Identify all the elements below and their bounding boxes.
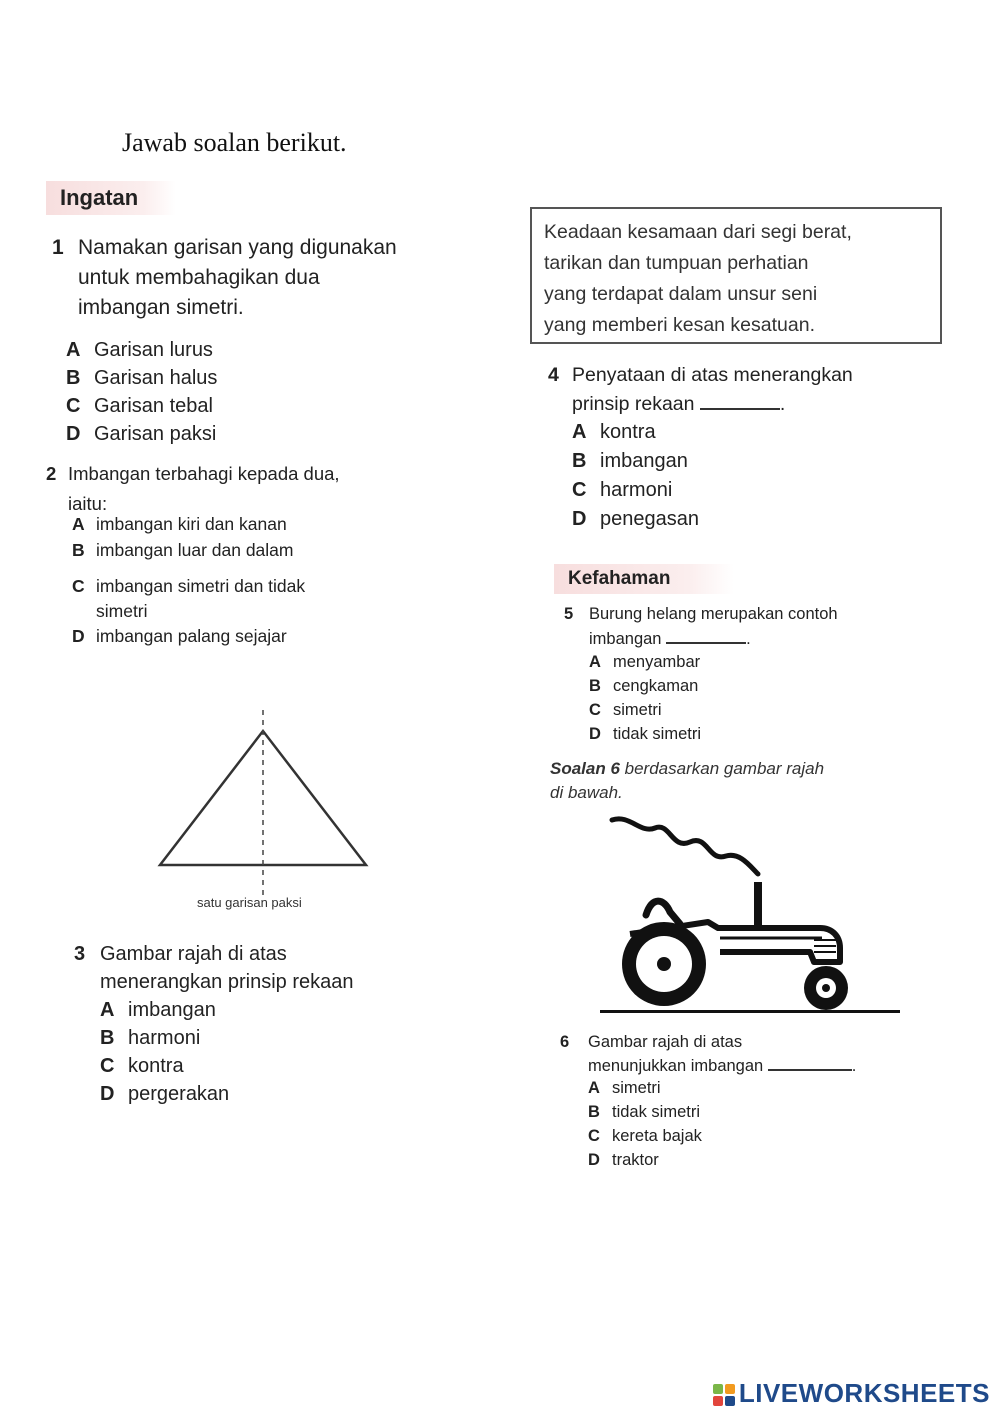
question-5 <box>564 602 838 626</box>
liveworksheets-brand[interactable] <box>713 1378 990 1409</box>
statement-line: yang memberi kesan kesatuan. <box>544 314 815 336</box>
option-d[interactable]: D imbangan palang sejajar <box>72 626 287 646</box>
question-4 <box>548 361 853 390</box>
option-b[interactable]: B imbangan <box>572 450 688 472</box>
ground-line <box>600 1010 900 1013</box>
option-d[interactable]: D penegasan <box>572 508 699 530</box>
option-b[interactable]: B Garisan halus <box>66 367 218 389</box>
q6-intro: Soalan 6 berdasarkan gambar rajah <box>550 759 825 778</box>
option-c[interactable]: C kontra <box>100 1055 184 1077</box>
option-c-continued: simetri <box>96 601 148 621</box>
option-b[interactable]: B tidak simetri <box>588 1103 701 1121</box>
option-d[interactable]: D pergerakan <box>100 1083 230 1105</box>
option-c[interactable]: C Garisan tebal <box>66 395 213 417</box>
question-line: menerangkan prinsip rekaan <box>100 971 354 993</box>
question-line: Namakan garisan yang digunakan <box>78 236 397 259</box>
option-d[interactable]: D Garisan paksi <box>66 423 217 445</box>
section-kefahaman: Kefahaman <box>554 564 734 594</box>
question-number: 1 <box>52 236 64 259</box>
question-line: Penyataan di atas menerangkan <box>572 364 853 386</box>
question-number: 3 <box>74 943 86 965</box>
q4-options <box>572 418 699 534</box>
question-line: imbangan simetri. <box>78 296 244 319</box>
exhaust-pipe <box>754 882 762 928</box>
option-b[interactable]: B cengkaman <box>589 677 699 695</box>
q6-options <box>588 1076 702 1172</box>
question-1 <box>52 233 397 262</box>
rear-wheel-hub <box>657 957 671 971</box>
instruction: Jawab soalan berikut. <box>122 128 347 157</box>
question-line: Imbangan terbahagi kepada dua, <box>68 463 340 484</box>
statement-line: tarikan dan tumpuan perhatian <box>544 252 809 274</box>
question-line: untuk membahagikan dua <box>78 266 320 289</box>
question-6 <box>560 1030 742 1054</box>
option-d[interactable]: D traktor <box>588 1151 659 1169</box>
liveworksheets-logo-icon <box>713 1384 735 1406</box>
question-line: menunjukkan imbangan . <box>588 1057 857 1075</box>
q5-options <box>589 650 701 746</box>
statement-box <box>530 207 942 344</box>
option-a[interactable]: A simetri <box>588 1079 661 1097</box>
section-ingatan: Ingatan <box>46 181 176 215</box>
tractor-seat <box>646 901 680 924</box>
option-a[interactable]: A kontra <box>572 421 656 443</box>
tractor-figure <box>600 812 900 1022</box>
answer-blank[interactable] <box>666 641 746 644</box>
option-a[interactable]: A menyambar <box>589 653 701 671</box>
front-wheel-hub <box>822 984 830 992</box>
option-c[interactable]: C imbangan simetri dan tidak <box>72 576 306 596</box>
question-number: 5 <box>564 605 574 623</box>
question-number: 4 <box>548 364 559 386</box>
question-line: Gambar rajah di atas <box>588 1033 743 1051</box>
option-b[interactable]: B harmoni <box>100 1027 201 1049</box>
question-3 <box>74 940 287 968</box>
question-number: 2 <box>46 463 57 484</box>
statement-line: yang terdapat dalam unsur seni <box>544 283 818 305</box>
question-number: 6 <box>560 1033 570 1051</box>
question-line: prinsip rekaan . <box>572 393 786 415</box>
question-line: imbangan . <box>589 630 751 648</box>
brand-name: LIVEWORKSHEETS <box>738 1378 990 1408</box>
q3-options <box>100 996 229 1108</box>
option-a[interactable]: A imbangan <box>100 999 216 1021</box>
option-a[interactable]: A Garisan lurus <box>66 339 213 361</box>
triangle-figure <box>150 706 380 906</box>
answer-blank[interactable] <box>700 407 780 410</box>
option-d[interactable]: D tidak simetri <box>589 725 702 743</box>
q2-options <box>72 511 305 649</box>
question-line: Gambar rajah di atas <box>100 943 287 965</box>
question-line: Burung helang merupakan contoh <box>589 605 838 623</box>
axis-caption: satu garisan paksi <box>197 895 302 910</box>
statement-line: Keadaan kesamaan dari segi berat, <box>544 221 852 243</box>
question-2 <box>46 460 340 488</box>
option-c[interactable]: C kereta bajak <box>588 1127 702 1145</box>
option-a[interactable]: A imbangan kiri dan kanan <box>72 514 287 534</box>
option-b[interactable]: B imbangan luar dan dalam <box>72 540 294 560</box>
q6-intro-line2: di bawah. <box>550 783 623 802</box>
smoke-trail <box>612 819 758 874</box>
option-c[interactable]: C simetri <box>589 701 662 719</box>
question-line: iaitu: <box>68 493 108 514</box>
option-c[interactable]: C harmoni <box>572 479 673 501</box>
answer-blank[interactable] <box>768 1068 852 1071</box>
q1-options <box>66 336 217 448</box>
